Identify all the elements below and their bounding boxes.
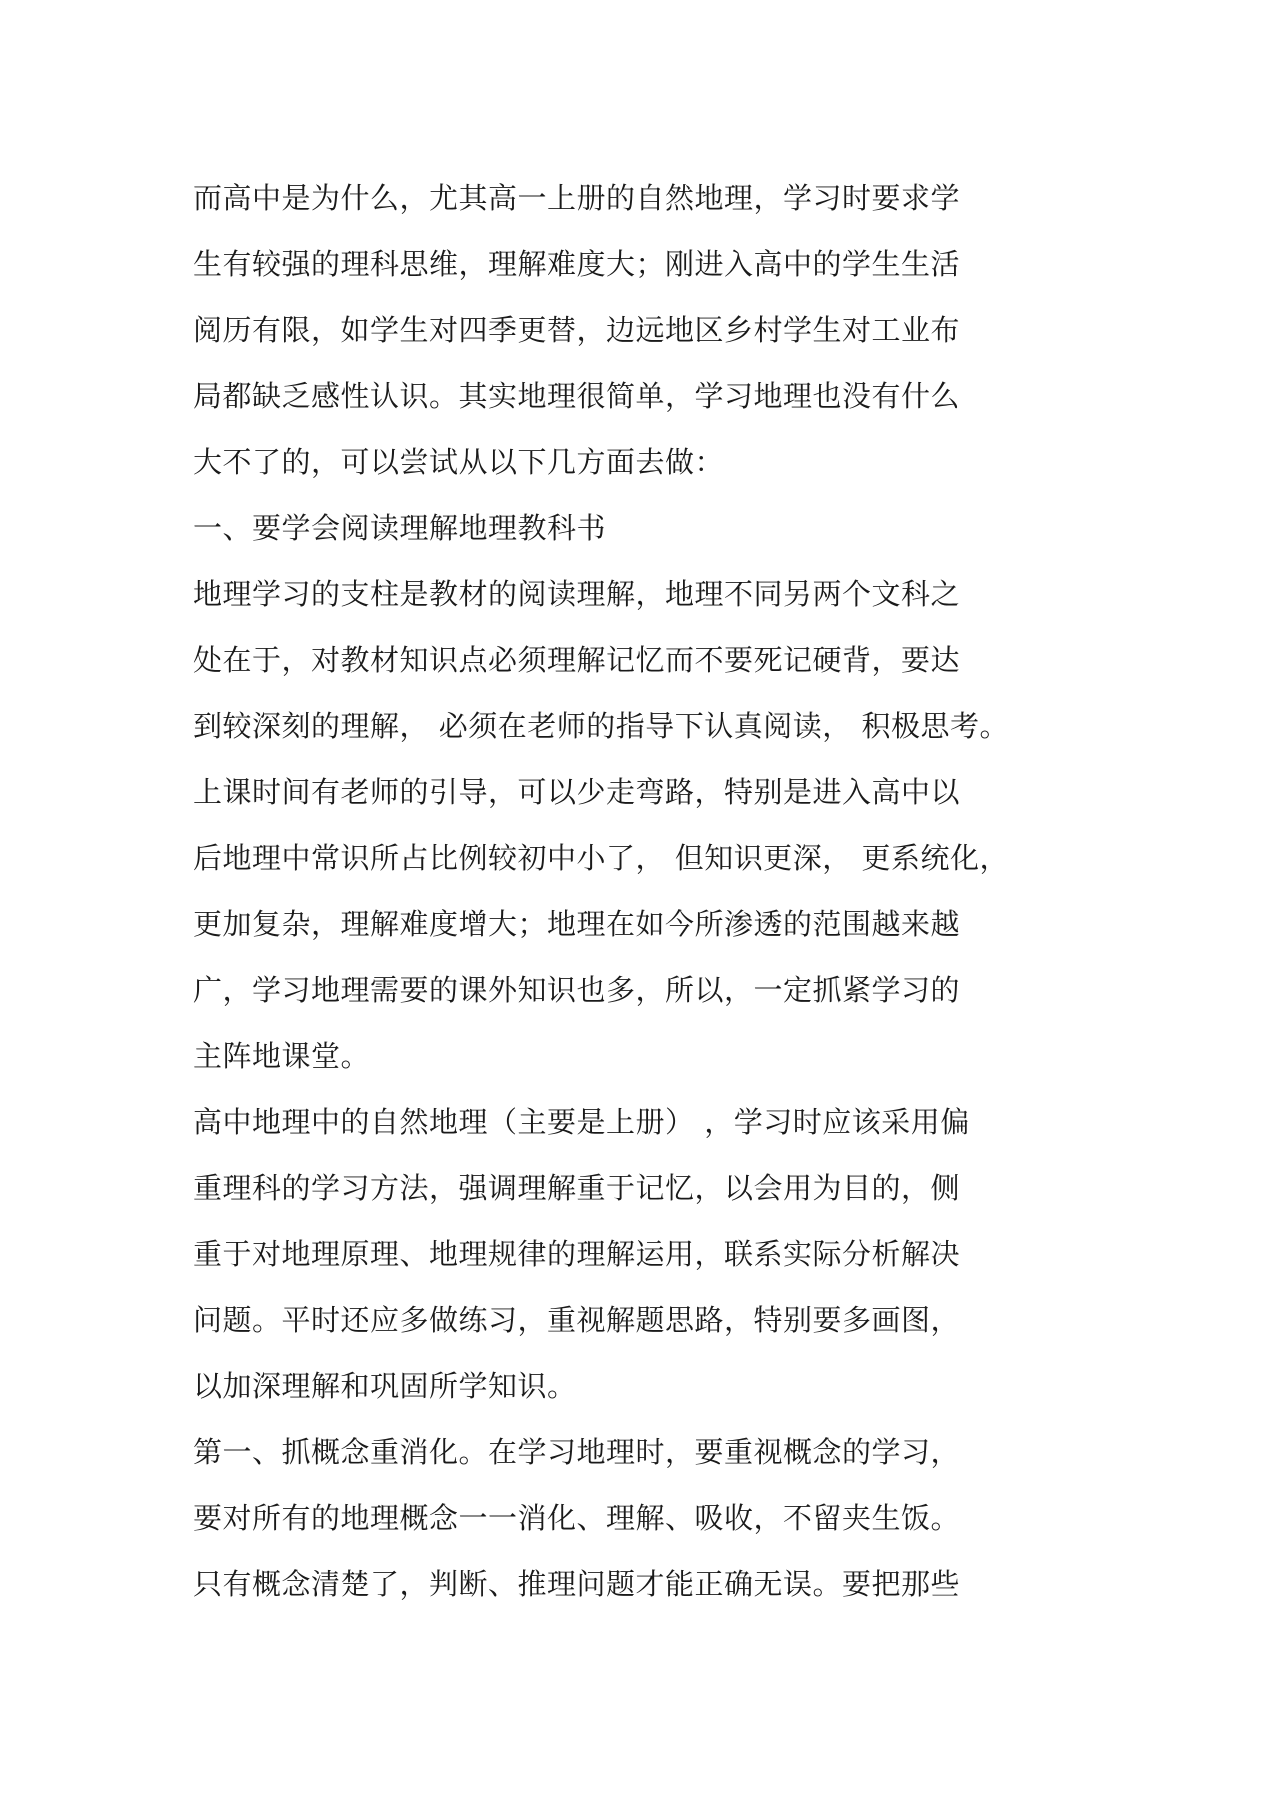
text-line: 而高中是为什么，尤其高一上册的自然地理，学习时要求学	[193, 181, 961, 215]
text-line: 重于对地理原理、地理规律的理解运用，联系实际分析解决	[193, 1237, 961, 1271]
text-line: 更加复杂，理解难度增大；地理在如今所渗透的范围越来越	[193, 907, 961, 941]
text-line: 只有概念清楚了，判断、推理问题才能正确无误。要把那些	[193, 1567, 961, 1601]
text-line: 到较深刻的理解， 必须在老师的指导下认真阅读， 积极思考。	[193, 709, 1009, 743]
text-line: 后地理中常识所占比例较初中小了， 但知识更深， 更系统化，	[193, 841, 1009, 875]
text-line: 地理学习的支柱是教材的阅读理解，地理不同另两个文科之	[193, 577, 961, 611]
text-line: 高中地理中的自然地理（主要是上册） ，学习时应该采用偏	[193, 1105, 970, 1139]
text-line: 主阵地课堂。	[193, 1039, 371, 1073]
text-line: 以加深理解和巩固所学知识。	[193, 1369, 577, 1403]
text-line: 局都缺乏感性认识。其实地理很简单，学习地理也没有什么	[193, 379, 961, 413]
text-line: 广，学习地理需要的课外知识也多，所以，一定抓紧学习的	[193, 973, 961, 1007]
text-line: 处在于，对教材知识点必须理解记忆而不要死记硬背，要达	[193, 643, 961, 677]
text-line: 问题。平时还应多做练习，重视解题思路，特别要多画图，	[193, 1303, 961, 1337]
text-line: 第一、抓概念重消化。在学习地理时，要重视概念的学习，	[193, 1435, 961, 1469]
text-line: 上课时间有老师的引导，可以少走弯路，特别是进入高中以	[193, 775, 961, 809]
text-line: 要对所有的地理概念一一消化、理解、吸收，不留夹生饭。	[193, 1501, 961, 1535]
text-line: 生有较强的理科思维，理解难度大；刚进入高中的学生生活	[193, 247, 961, 281]
section-heading: 一、要学会阅读理解地理教科书	[193, 511, 607, 545]
text-line: 大不了的，可以尝试从以下几方面去做：	[193, 445, 725, 479]
text-line: 重理科的学习方法，强调理解重于记忆，以会用为目的，侧	[193, 1171, 961, 1205]
text-line: 阅历有限，如学生对四季更替，边远地区乡村学生对工业布	[193, 313, 961, 347]
